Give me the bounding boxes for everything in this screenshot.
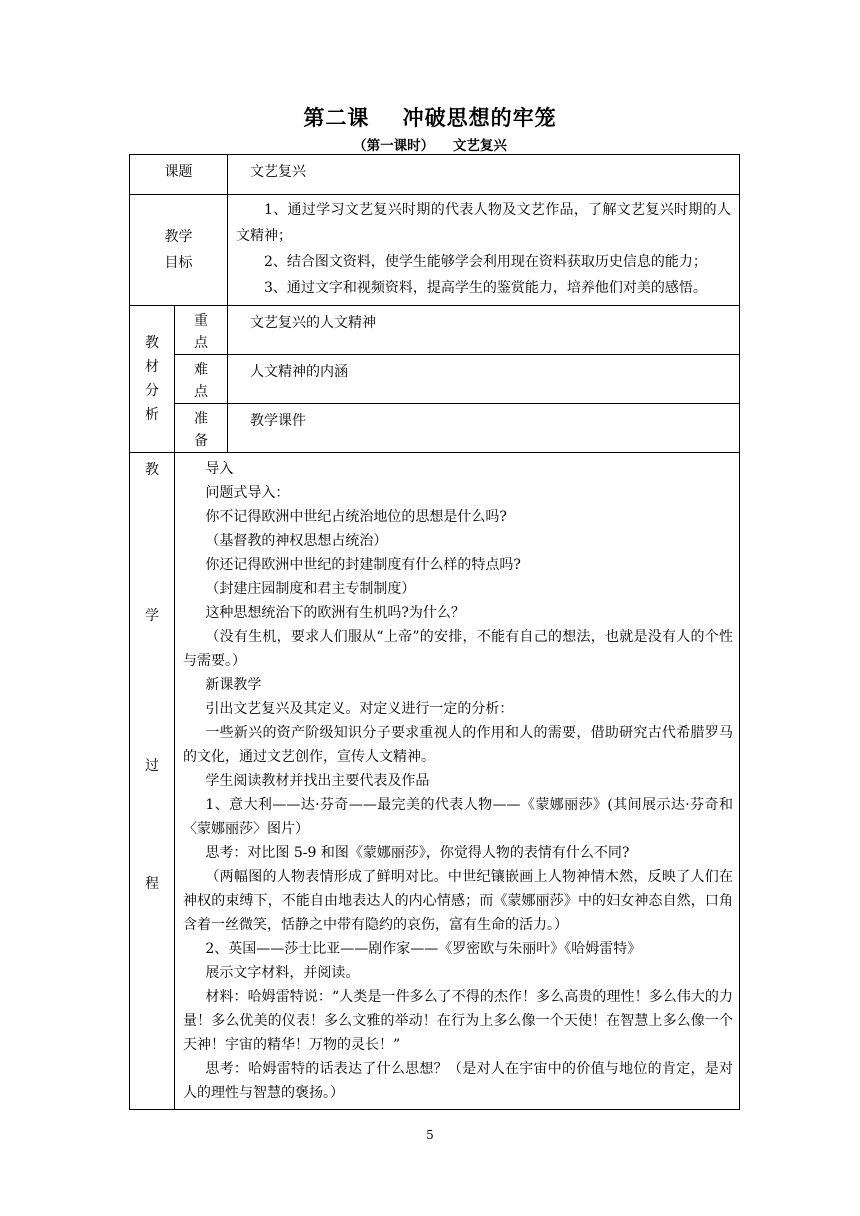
analysis-label-char: 材: [145, 359, 159, 375]
difficulty-value: 人文精神的内涵: [228, 355, 740, 404]
analysis-label: [130, 306, 175, 453]
key-point-value: 文艺复兴的人文精神: [228, 306, 740, 355]
key-point-label: [175, 306, 228, 355]
process-paragraph: 导入: [205, 461, 234, 477]
analysis-label-char: 教: [145, 335, 159, 351]
lesson-title: 第二课 冲破思想的牢笼: [303, 106, 557, 130]
topic-label: 课题: [130, 155, 228, 195]
process-paragraph: 你不记得欧洲中世纪占统治地位的思想是什么吗?: [205, 509, 507, 525]
difficulty-label-char: 难: [194, 362, 208, 378]
lesson-plan-table: [129, 154, 740, 1110]
process-paragraph: 思考：哈姆雷特的话表达了什么思想？（是对人在宇宙中的价值与地位的肯定，是对人的理性与智慧的褒扬。）: [183, 1061, 733, 1101]
goal-item: 1、通过学习文艺复兴时期的代表人物及文艺作品，了解文艺复兴时期的人文精神；: [236, 202, 731, 244]
page-number: 5: [426, 1128, 434, 1142]
goals-content: [228, 195, 740, 306]
key-point-label-char: 点: [194, 335, 208, 351]
process-paragraph: 1、意大利——达·芬奇——最完美的代表人物——《蒙娜丽莎》(其间展示达·芬奇和〈蒙娜丽莎〉图片）: [183, 797, 733, 837]
process-paragraph: 这种思想统治下的欧洲有生机吗?为什么？: [205, 605, 465, 621]
preparation-label: [175, 404, 228, 453]
process-paragraph: （基督教的神权思想占统治）: [205, 533, 388, 549]
process-row: [130, 453, 740, 1110]
goal-item: 2、结合图文资料，使学生能够学会利用现在资料获取历史信息的能力；: [264, 254, 707, 270]
preparation-label-char: 准: [194, 411, 208, 427]
goals-label: [130, 195, 228, 306]
process-label: [130, 453, 175, 1110]
process-content: [175, 453, 740, 1110]
analysis-label-char: 分: [145, 383, 159, 399]
process-paragraph: 问题式导入：: [205, 485, 290, 501]
difficulty-label-char: 点: [194, 384, 208, 400]
difficulty-label: [175, 355, 228, 404]
topic-value: 文艺复兴: [228, 155, 740, 195]
process-paragraph: 新课教学: [205, 677, 262, 693]
process-paragraph: 材料：哈姆雷特说：“人类是一件多么了不得的杰作！多么高贵的理性！多么伟大的力量！多么优美的仪表！多么文雅的举动！在行为上多么像一个天使！在智慧上多么像一个天神！宇宙的精华！万物的灵长！”: [183, 989, 733, 1053]
process-paragraph: （两幅图的人物表情形成了鲜明对比。中世纪镶嵌画上人物神情木然，反映了人们在神权的束缚下，不能自由地表达人的内心情感；而《蒙娜丽莎》中的妇女神态自然，口角含着一丝微笑，恬静之中带有隐约的哀伤，富有生命的活力。）: [183, 869, 733, 933]
goals-label-line-1: 教学: [164, 229, 193, 245]
lesson-subtitle: （第一课时） 文艺复兴: [353, 138, 507, 154]
goal-item: 3、通过文字和视频资料，提高学生的鉴赏能力，培养他们对美的感悟。: [264, 280, 707, 296]
analysis-label-char: 析: [145, 407, 159, 423]
process-paragraph: 学生阅读教材并找出主要代表及作品: [205, 773, 430, 789]
process-paragraph: 引出文艺复兴及其定义。对定义进行一定的分析：: [205, 701, 514, 717]
process-paragraph: （封建庄园制度和君主专制制度）: [205, 581, 416, 597]
process-paragraph: 思考：对比图 5-9 和图《蒙娜丽莎》，你觉得人物的表情有什么不同?: [205, 845, 630, 861]
goals-label-line-2: 目标: [164, 255, 193, 271]
process-label-char: 过: [145, 758, 159, 774]
analysis-row-key-point: [130, 306, 740, 355]
preparation-label-char: 备: [194, 433, 208, 449]
key-point-label-char: 重: [194, 313, 208, 329]
process-label-char: 教: [145, 462, 159, 478]
process-paragraph: 2、英国——莎士比亚——剧作家——《罗密欧与朱丽叶》《哈姆雷特》: [205, 941, 642, 957]
process-paragraph: 一些新兴的资产阶级知识分子要求重视人的作用和人的需要，借助研究古代希腊罗马的文化，通过文艺创作，宣传人文精神。: [183, 725, 733, 765]
process-label-char: 学: [145, 608, 159, 624]
process-paragraph: （没有生机，要求人们服从“上帝”的安排，不能有自己的想法，也就是没有人的个性与需要。）: [183, 629, 733, 669]
process-paragraph: 展示文字材料，并阅读。: [205, 965, 360, 981]
preparation-value: 教学课件: [228, 404, 740, 453]
analysis-row-preparation: [130, 404, 740, 453]
analysis-row-difficulty: [130, 355, 740, 404]
process-label-char: 程: [145, 876, 159, 892]
goals-row: [130, 195, 740, 306]
process-paragraph: 你还记得欧洲中世纪的封建制度有什么样的特点吗?: [205, 557, 521, 573]
topic-row: [130, 155, 740, 195]
